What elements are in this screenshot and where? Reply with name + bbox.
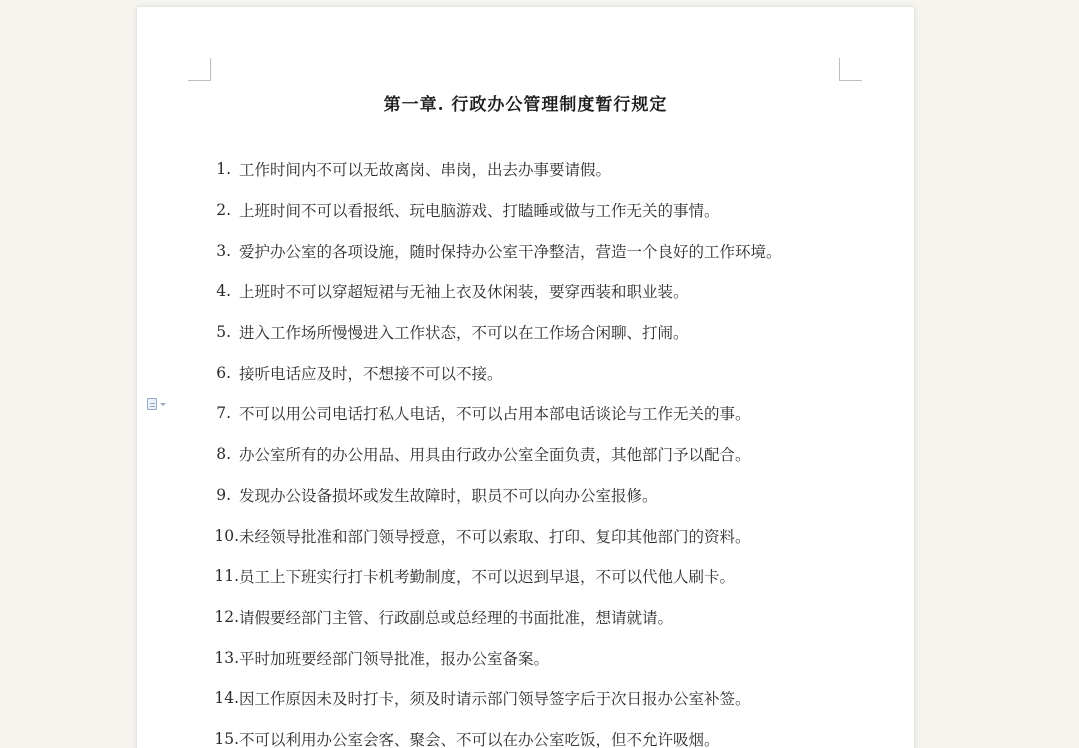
list-item-text: 工作时间内不可以无故离岗、串岗，出去办事要请假。 [239,161,612,180]
list-item-text: 接听电话应及时，不想接不可以不接。 [239,364,503,383]
list-item-number: 9. [216,485,231,504]
document-icon [147,398,157,410]
list-item [207,393,782,434]
list-item-text: 员工上下班实行打卡机考勤制度，不可以迟到早退，不可以代他人刷卡。 [239,568,736,587]
document-page[interactable] [137,7,914,748]
chevron-down-icon [160,403,166,406]
list-item-number: 2. [216,201,231,220]
list-item-number: 7. [216,404,231,423]
list-item [207,597,782,638]
margin-corner-top-right [839,58,862,81]
list-item [207,515,782,556]
list-item [207,190,782,231]
list-item-number: 6. [216,363,231,382]
list-item-text: 发现办公设备损坏或发生故障时，职员不可以向办公室报修。 [239,486,658,505]
list-item-number: 11. [214,567,239,586]
list-item [207,475,782,516]
list-item-text: 未经领导批准和部门领导授意，不可以索取、打印、复印其他部门的资料。 [239,527,751,546]
list-item-text: 上班时不可以穿超短裙与无袖上衣及休闲装，要穿西装和职业装。 [239,283,689,302]
list-item-text: 上班时间不可以看报纸、玩电脑游戏、打瞌睡或做与工作无关的事情。 [239,202,720,221]
list-item-number: 10. [214,526,239,545]
list-item-text: 不可以利用办公室会客、聚会、不可以在办公室吃饭，但不允许吸烟。 [239,730,720,748]
list-item-number: 15. [214,729,239,748]
list-item-text: 因工作原因未及时打卡，须及时请示部门领导签字后于次日报办公室补签。 [239,690,751,709]
list-item-text: 爱护办公室的各项设施，随时保持办公室干净整洁，营造一个良好的工作环境。 [239,242,782,261]
list-item [207,230,782,271]
list-item-number: 3. [216,241,231,260]
list-item-text: 不可以用公司电话打私人电话，不可以占用本部电话谈论与工作无关的事。 [239,405,751,424]
rules-list [207,149,782,748]
list-item-number: 5. [216,323,231,342]
list-item-number: 1. [216,160,231,179]
list-item [207,271,782,312]
list-item-number: 12. [214,607,239,626]
list-item [207,312,782,353]
chapter-title: 第一章. 行政办公管理制度暂行规定 [383,95,668,115]
list-item [207,637,782,678]
list-item-text: 请假要经部门主管、行政副总或总经理的书面批准，想请就请。 [239,608,674,627]
list-item-text: 进入工作场所慢慢进入工作状态，不可以在工作场合闲聊、打闹。 [239,324,689,343]
list-item-number: 8. [216,445,231,464]
list-item-text: 平时加班要经部门领导批准，报办公室备案。 [239,649,550,668]
list-item [207,434,782,475]
list-item [207,556,782,597]
list-item-number: 13. [214,648,239,667]
list-item-number: 14. [214,689,239,708]
list-item [207,719,782,748]
list-item [207,149,782,190]
paragraph-tool-button[interactable] [147,398,166,410]
list-item-text: 办公室所有的办公用品、用具由行政办公室全面负责，其他部门予以配合。 [239,446,751,465]
list-item-number: 4. [216,282,231,301]
margin-corner-top-left [188,58,211,81]
list-item [207,678,782,719]
list-item [207,352,782,393]
